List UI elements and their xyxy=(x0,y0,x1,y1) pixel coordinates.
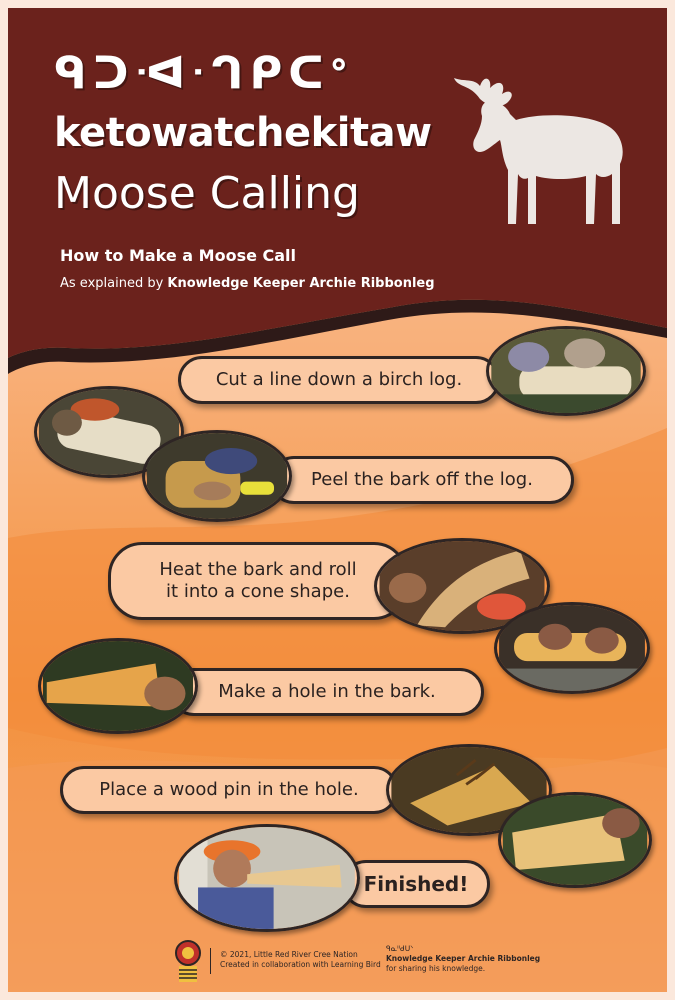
step-peel-bark xyxy=(270,456,574,504)
photo-gloved-hands-log xyxy=(486,326,646,416)
moose-icon xyxy=(450,74,640,244)
photo-peeling-bark xyxy=(142,430,292,522)
footer-divider xyxy=(210,948,211,974)
step-4-text: Make a hole in the bark. xyxy=(218,680,436,702)
photo-finished-call-closeup xyxy=(498,792,652,888)
ack-name: Knowledge Keeper Archie Ribbonleg xyxy=(386,953,541,963)
byline-prefix: As explained by xyxy=(60,276,164,291)
step-make-hole xyxy=(170,668,484,716)
step-1-text: Cut a line down a birch log. xyxy=(215,368,463,390)
footer xyxy=(8,926,667,992)
acknowledgement-block xyxy=(386,944,540,973)
nation-logo xyxy=(173,940,203,984)
step-2-text: Peel the bark off the log. xyxy=(311,468,533,490)
step-5-text: Place a wood pin in the hole. xyxy=(99,778,359,800)
byline xyxy=(60,276,435,291)
step-wood-pin xyxy=(60,766,398,814)
step-finished xyxy=(342,860,490,908)
step-heat-roll xyxy=(108,542,408,620)
step-3-text xyxy=(159,559,356,604)
syllabics-title: ᑫᑐᐗᐧᒉᑭᑕᐤ xyxy=(54,48,354,99)
english-title: Moose Calling xyxy=(54,168,360,219)
photo-man-calling xyxy=(174,824,360,932)
photo-rolling-cone xyxy=(494,602,650,694)
step-3-line-2: it into a cone shape. xyxy=(166,581,350,602)
step-3-line-1: Heat the bark and roll xyxy=(159,558,357,580)
step-6-text: Finished! xyxy=(363,871,469,896)
byline-name: Knowledge Keeper Archie Ribbonleg xyxy=(167,276,435,291)
photo-holding-cone xyxy=(38,638,198,734)
step-cut-line xyxy=(178,356,500,404)
subtitle: How to Make a Moose Call xyxy=(60,246,297,265)
copyright-text: © 2021, Little Red River Cree Nation xyxy=(220,950,358,959)
poster xyxy=(8,8,667,992)
ack-text: for sharing his knowledge. xyxy=(386,963,486,973)
cree-title: ketowatchekitaw xyxy=(54,110,432,156)
copyright-block xyxy=(220,950,381,970)
ack-syllabics: ᑫᓇᐦᑯᑌᐠ xyxy=(386,944,414,953)
collab-text: Created in collaboration with Learning Bird xyxy=(220,959,381,969)
